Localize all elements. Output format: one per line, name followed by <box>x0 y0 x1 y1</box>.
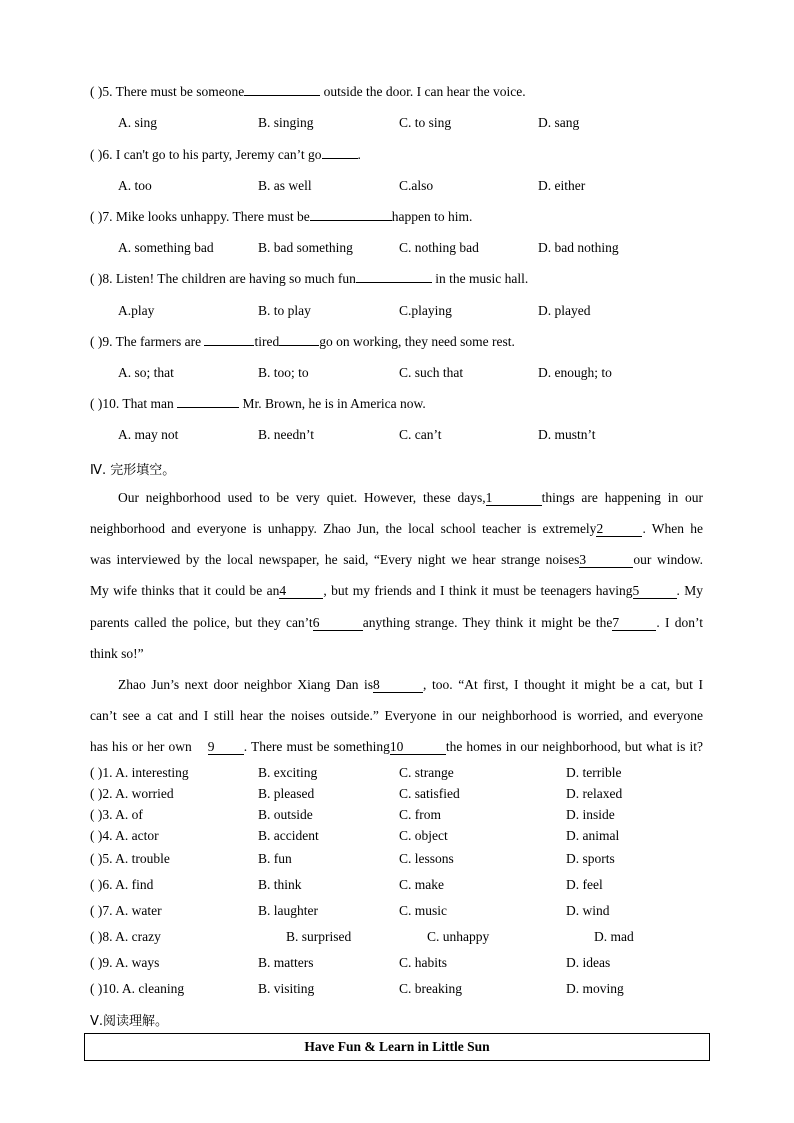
option-d[interactable]: D. inside <box>566 807 615 822</box>
option-c[interactable]: C.also <box>399 178 434 193</box>
cloze-blank-10[interactable]: 10 <box>390 740 446 755</box>
option-b[interactable]: B. fun <box>258 851 292 866</box>
option-d[interactable]: D. sang <box>538 115 580 130</box>
cloze-blank-8[interactable]: 8 <box>373 678 423 693</box>
section-heading-cloze: Ⅳ. 完形填空。 <box>90 463 176 478</box>
option-a[interactable]: ( )6. A. find <box>90 877 154 892</box>
option-b[interactable]: B. pleased <box>258 786 315 801</box>
option-d[interactable]: D. either <box>538 178 586 193</box>
option-d[interactable]: D. ideas <box>566 955 611 970</box>
passage-line: was interviewed by the local newspaper, he said, “Every night we hear strange noises3 our window. <box>90 552 703 567</box>
option-c[interactable]: C. unhappy <box>427 929 490 944</box>
reading-box-title: Have Fun & Learn in Little Sun <box>84 1033 710 1061</box>
option-c[interactable]: C. object <box>399 828 448 843</box>
option-c[interactable]: C. habits <box>399 955 448 970</box>
option-d[interactable]: D. wind <box>566 903 610 918</box>
cloze-blank-1[interactable]: 1 <box>486 491 542 506</box>
option-d[interactable]: D. enough; to <box>538 365 612 380</box>
answer-blank[interactable] <box>322 158 358 159</box>
option-c[interactable]: C.playing <box>399 303 452 318</box>
option-a[interactable]: A. so; that <box>118 365 174 380</box>
option-a[interactable]: ( )5. A. trouble <box>90 851 170 866</box>
option-b[interactable]: B. bad something <box>258 240 353 255</box>
option-b[interactable]: B. to play <box>258 303 311 318</box>
option-d[interactable]: D. feel <box>566 877 603 892</box>
passage-line: neighborhood and everyone is unhappy. Zhao Jun, the local school teacher is extremely2 . When he <box>90 521 703 536</box>
passage-line: Our neighborhood used to be very quiet. However, these days,1 things are happening in our <box>118 490 704 505</box>
option-b[interactable]: B. too; to <box>258 365 309 380</box>
passage-line: think so!” <box>90 646 144 661</box>
option-d[interactable]: D. moving <box>566 981 624 996</box>
option-c[interactable]: C. satisfied <box>399 786 460 801</box>
cloze-blank-3[interactable]: 3 <box>579 553 633 568</box>
option-d[interactable]: D. played <box>538 303 591 318</box>
option-d[interactable]: D. mustn’t <box>538 427 596 442</box>
section-heading-reading: Ⅴ.阅读理解。 <box>90 1014 169 1029</box>
option-a[interactable]: A. may not <box>118 427 179 442</box>
option-b[interactable]: B. outside <box>258 807 313 822</box>
passage-line: can’t see a cat and I still hear the noises outside.” Everyone in our neighborhood is worried, and everyone <box>90 708 703 723</box>
option-d[interactable]: D. animal <box>566 828 620 843</box>
option-c[interactable]: C. make <box>399 877 444 892</box>
option-d[interactable]: D. terrible <box>566 765 622 780</box>
option-b[interactable]: B. exciting <box>258 765 318 780</box>
option-b[interactable]: B. laughter <box>258 903 318 918</box>
option-a[interactable]: ( )7. A. water <box>90 903 162 918</box>
cloze-blank-2[interactable]: 2 <box>596 522 642 537</box>
option-a[interactable]: ( )3. A. of <box>90 807 143 822</box>
option-c[interactable]: C. strange <box>399 765 454 780</box>
passage-line: My wife thinks that it could be an4 , but my friends and I think it must be teenagers having5 . My <box>90 583 704 598</box>
option-a[interactable]: ( )10. A. cleaning <box>90 981 185 996</box>
cloze-blank-9[interactable]: 9 <box>208 740 244 755</box>
option-c[interactable]: C. music <box>399 903 448 918</box>
option-a[interactable]: A.play <box>118 303 155 318</box>
cloze-blank-5[interactable]: 5 <box>633 584 677 599</box>
passage-line: Zhao Jun’s next door neighbor Xiang Dan is8 , too. “At first, I thought it might be a cat, but I <box>118 677 703 692</box>
option-c[interactable]: C. can’t <box>399 427 442 442</box>
option-b[interactable]: B. needn’t <box>258 427 314 442</box>
option-b[interactable]: B. as well <box>258 178 312 193</box>
answer-blank[interactable] <box>244 95 320 96</box>
option-c[interactable]: C. such that <box>399 365 464 380</box>
option-c[interactable]: C. from <box>399 807 441 822</box>
question-stem: ( )10. That man Mr. Brown, he is in America now. <box>90 396 426 411</box>
option-b[interactable]: B. matters <box>258 955 314 970</box>
option-a[interactable]: ( )2. A. worried <box>90 786 174 801</box>
option-b[interactable]: B. surprised <box>286 929 352 944</box>
question-stem: ( )6. I can't go to his party, Jeremy can’t go . <box>90 147 361 162</box>
option-b[interactable]: B. visiting <box>258 981 315 996</box>
answer-blank-2[interactable] <box>279 345 319 346</box>
option-c[interactable]: C. lessons <box>399 851 454 866</box>
option-b[interactable]: B. think <box>258 877 302 892</box>
question-stem: ( )5. There must be someone outside the door. I can hear the voice. <box>90 84 526 99</box>
answer-blank[interactable] <box>177 407 239 408</box>
cloze-blank-7[interactable]: 7 <box>612 616 656 631</box>
answer-blank-1[interactable] <box>204 345 254 346</box>
passage-line: parents called the police, but they can’t6 anything strange. They think it might be the7 . I don’t <box>90 615 704 630</box>
option-a[interactable]: A. something bad <box>118 240 214 255</box>
option-a[interactable]: ( )4. A. actor <box>90 828 159 843</box>
option-c[interactable]: C. to sing <box>399 115 452 130</box>
option-d[interactable]: D. bad nothing <box>538 240 619 255</box>
question-stem: ( )7. Mike looks unhappy. There must be happen to him. <box>90 209 473 224</box>
option-c[interactable]: C. breaking <box>399 981 462 996</box>
cloze-blank-6[interactable]: 6 <box>313 616 363 631</box>
question-stem: ( )8. Listen! The children are having so much fun in the music hall. <box>90 271 529 286</box>
option-b[interactable]: B. singing <box>258 115 314 130</box>
option-a[interactable]: ( )1. A. interesting <box>90 765 189 780</box>
option-a[interactable]: ( )9. A. ways <box>90 955 160 970</box>
option-a[interactable]: ( )8. A. crazy <box>90 929 161 944</box>
option-b[interactable]: B. accident <box>258 828 319 843</box>
option-a[interactable]: A. too <box>118 178 152 193</box>
option-d[interactable]: D. relaxed <box>566 786 623 801</box>
cloze-blank-4[interactable]: 4 <box>279 584 323 599</box>
option-a[interactable]: A. sing <box>118 115 158 130</box>
answer-blank[interactable] <box>310 220 392 221</box>
option-d[interactable]: D. sports <box>566 851 615 866</box>
option-c[interactable]: C. nothing bad <box>399 240 479 255</box>
option-d[interactable]: D. mad <box>594 929 634 944</box>
question-stem: ( )9. The farmers are tired go on working, they need some rest. <box>90 334 515 349</box>
answer-blank[interactable] <box>356 282 432 283</box>
passage-line: has his or her own 9 . There must be something10 the homes in our neighborhood, but what is it? <box>90 739 703 754</box>
